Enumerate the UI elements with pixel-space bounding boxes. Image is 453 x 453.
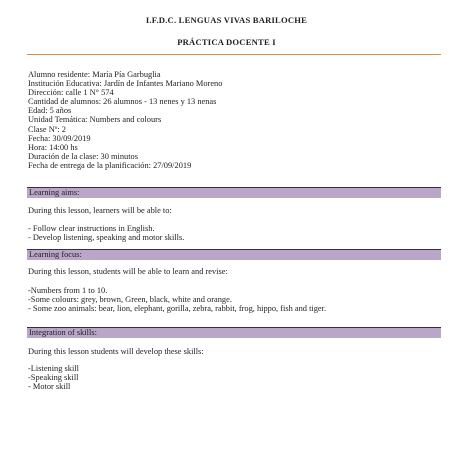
list-item: - Develop listening, speaking and motor skills. [28,233,185,243]
list-item: - Some zoo animals: bear, lion, elephant, gorilla, zebra, rabbit, frog, hippo, fish and tiger. [28,304,327,314]
learning-aims-intro [28,206,172,215]
info-line: Institución Educativa: Jardín de Infantes Mariano Moreno [28,79,223,89]
info-line: Alumno residente: María Pía Garbuglia [28,70,161,79]
learning-aims-list [28,224,184,242]
info-line: Fecha de entrega de la planificación: 27/09/2019 [28,160,192,170]
list-item: -Listening skill [28,364,79,373]
info-line: Edad: 5 años [28,106,72,116]
section-heading-label: Integration of skills: [29,328,97,337]
skills-list [28,364,79,391]
section-heading-learning-focus [27,249,441,260]
section-heading-learning-aims [27,187,441,198]
skills-intro [28,347,204,356]
header-divider [27,54,441,55]
list-item: -Numbers from 1 to 10. [28,286,108,295]
info-line: Clase Nº: 2 [28,124,66,134]
list-item: -Speaking skill [28,373,79,383]
info-line: Duración de la clase: 30 minutos [28,151,139,161]
info-line: Dirección: calle 1 N° 574 [28,88,114,98]
institution-title: I.F.D.C. LENGUAS VIVAS BARILOCHE [145,15,308,25]
learning-focus-list [28,286,441,313]
learning-focus-intro [28,267,228,276]
list-item: - Follow clear instructions in English. [28,224,155,233]
info-line: Unidad Temática: Numbers and colours [28,115,162,125]
paragraph-text: During this lesson, students will be able to learn and revise: [28,267,228,276]
lesson-info-block [28,70,222,170]
paragraph-text: During this lesson, learners will be able to: [28,206,172,215]
section-heading-integration-of-skills [27,327,441,338]
info-line: Hora: 14:00 hs [28,142,78,152]
paragraph-text: During this lesson students will develop these skills: [28,347,204,356]
section-heading-label: Learning focus: [29,250,82,259]
section-heading-label: Learning aims: [29,188,80,197]
info-line: Fecha: 30/09/2019 [28,133,91,143]
info-line: Cantidad de alumnos: 26 alumnos - 13 nenes y 13 nenas [28,97,217,107]
list-item: -Some colours: grey, brown, Green, black, white and orange. [28,295,232,305]
document-subtitle: PRÁCTICA DOCENTE I [177,37,276,47]
list-item: - Motor skill [28,382,71,392]
